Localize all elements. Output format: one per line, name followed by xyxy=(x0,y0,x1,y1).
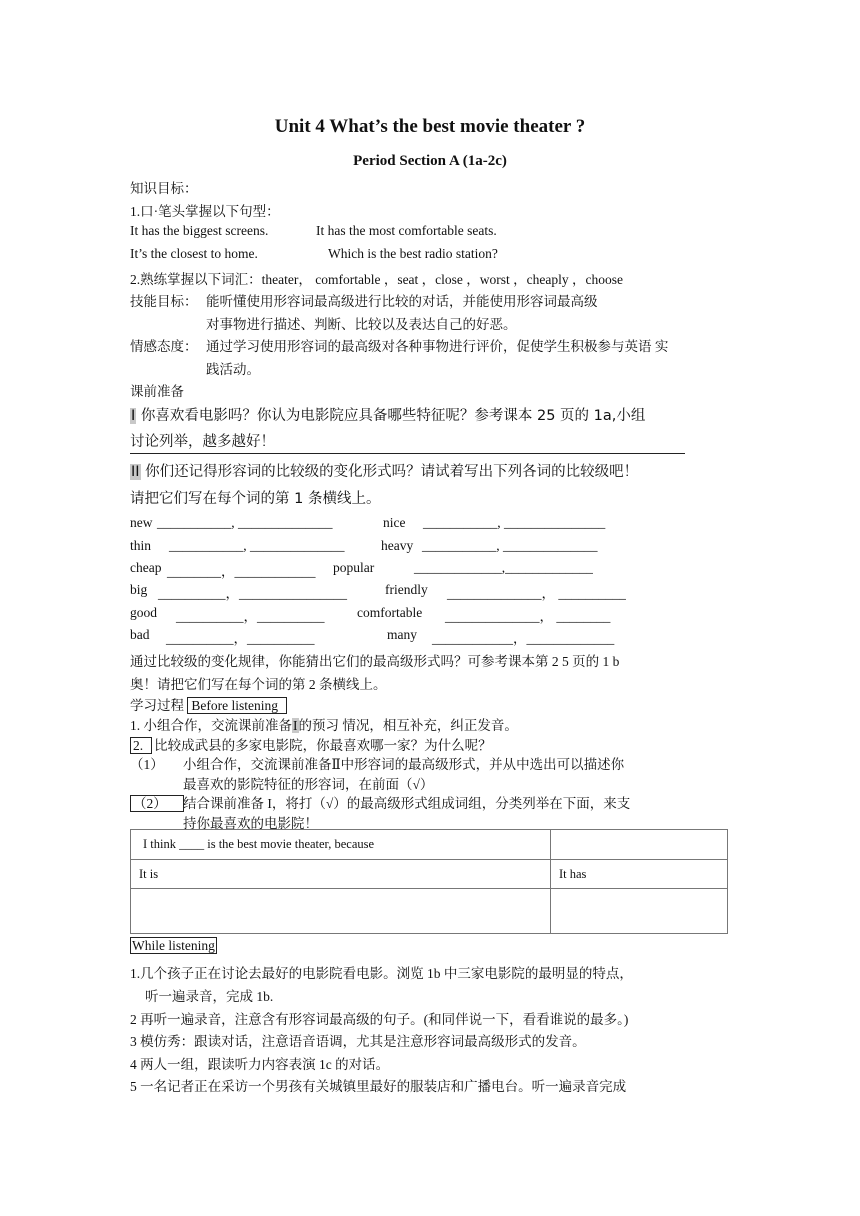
word-right: comfortable xyxy=(357,605,423,620)
sub-1-number: （1） xyxy=(130,757,164,772)
prep-question-1-line-2: 讨论列举，越多越好！ xyxy=(130,434,275,450)
process-heading-line xyxy=(130,694,287,714)
skill-line-1: 能听懂使用形容词最高级进行比较的对话，并能使用形容词最高级 xyxy=(206,294,598,309)
word-left: new xyxy=(130,515,153,530)
sub-2-line-2: 持你最喜欢的电影院！ xyxy=(183,816,318,831)
sub-2-number-box xyxy=(130,792,184,812)
reason-table xyxy=(130,829,728,934)
divider xyxy=(130,453,685,454)
table-col-it-has: It has xyxy=(551,860,728,889)
word-left-blanks[interactable]: __________，__________ xyxy=(176,609,325,624)
word-left-blanks[interactable]: __________，________________ xyxy=(158,586,347,601)
step-2-number: 2. xyxy=(130,737,152,754)
sub-1-line-1: 小组合作，交流课前准备Ⅱ中形容词的最高级形式，并从中选出可以描述你 xyxy=(183,757,625,772)
process-heading: 学习过程 xyxy=(130,698,184,713)
sub-2-line-1: 结合课前准备 I，将打（√）的最高级形式组成词组，分类列举在下面，来支 xyxy=(183,796,631,811)
word-right-blanks[interactable]: ___________, _______________ xyxy=(423,515,606,530)
knowledge-heading: 知识目标： xyxy=(130,181,198,196)
sub-1-line-2: 最喜欢的影院特征的形容词，在前面（√） xyxy=(183,777,434,792)
word-right: many xyxy=(387,627,417,642)
while-step-1-line-1: 1.几个孩子正在讨论去最好的电影院看电影。浏览 1b 中三家电影院的最明显的特点， xyxy=(130,966,633,981)
knowledge-item-1: 1.口·笔头掌握以下句型： xyxy=(130,204,280,219)
table-header-empty[interactable] xyxy=(551,830,728,860)
emotion-line-1: 通过学习使用形容词的最高级对各种事物进行评价，促使学生积极参与英语 实 xyxy=(206,339,669,354)
while-step-1-line-2: 听一遍录音，完成 1b. xyxy=(145,989,274,1004)
word-right-blanks[interactable]: ____________，_____________ xyxy=(432,631,615,646)
step-2-text: 比较成武县的多家电影院，你最喜欢哪一家？为什么呢？ xyxy=(154,738,492,753)
sentence-3: It’s the closest to home. xyxy=(130,246,258,261)
page-subtitle: Period Section A (1a-2c) xyxy=(353,153,507,169)
prep-question-2-line-2: 请把它们写在每个词的第 1 条横线上。 xyxy=(130,491,381,507)
word-right: nice xyxy=(383,515,406,530)
step-1-mark: I xyxy=(293,718,298,733)
word-left: big xyxy=(130,582,148,597)
word-left-blanks[interactable]: ________，____________ xyxy=(167,564,316,579)
step-2 xyxy=(130,734,492,754)
table-cell-it-has-answer[interactable] xyxy=(551,889,728,934)
word-right: popular xyxy=(333,560,375,575)
while-step-5: 5 一名记者正在采访一个男孩有关城镇里最好的服装店和广播电台。听一遍录音完成 xyxy=(130,1079,627,1094)
prep-question-2-line-1 xyxy=(130,460,638,481)
word-left-blanks[interactable]: ___________, ______________ xyxy=(157,515,333,530)
word-left: cheap xyxy=(130,560,162,575)
while-step-3: 3 模仿秀：跟读对话，注意语音语调，尤其是注意形容词最高级形式的发音。 xyxy=(130,1034,586,1049)
superlative-line-1: 通过比较级的变化规律，你能猜出它们的最高级形式吗？可参考课本第 2 5 页的 1 b xyxy=(130,654,620,669)
sentence-2: It has the most comfortable seats. xyxy=(316,223,497,238)
prep-question-2-text: 你们还记得形容词的比较级的变化形式吗？请试着写出下列各词的比较级吧！ xyxy=(140,464,639,480)
while-step-4: 4 两人一组，跟读听力内容表演 1c 的对话。 xyxy=(130,1057,390,1072)
word-left: good xyxy=(130,605,157,620)
skill-label: 技能目标： xyxy=(130,294,198,309)
while-step-2: 2 再听一遍录音，注意含有形容词最高级的句子。(和同伴说一下，看看谁说的最多。) xyxy=(130,1012,629,1027)
prep-heading: 课前准备 xyxy=(130,384,184,399)
step-1-prefix: 1. 小组合作，交流课前准备 xyxy=(130,718,292,733)
sentence-1: It has the biggest screens. xyxy=(130,223,269,238)
sub-2-number: （2） xyxy=(130,795,184,812)
prep-question-1-mark: I xyxy=(131,408,136,424)
emotion-line-2: 践活动。 xyxy=(206,362,260,377)
word-right-blanks[interactable]: ___________, ______________ xyxy=(422,538,598,553)
table-header: I think ____ is the best movie theater, because xyxy=(131,830,551,860)
sentence-4: Which is the best radio station? xyxy=(328,246,498,261)
skill-line-2: 对事物进行描述、判断、比较以及表达自己的好恶。 xyxy=(206,317,517,332)
prep-question-1-text: 你喜欢看电影吗？你认为电影院应具备哪些特征呢？参考课本 25 页的 1a,小组 xyxy=(136,408,646,424)
table-col-it-is: It is xyxy=(131,860,551,889)
word-right-blanks[interactable]: _____________,_____________ xyxy=(414,560,593,575)
while-listening-label xyxy=(130,938,217,954)
word-right-blanks[interactable]: ______________， __________ xyxy=(447,586,626,601)
step-1 xyxy=(130,714,518,734)
word-left: bad xyxy=(130,627,150,642)
word-right: heavy xyxy=(381,538,414,553)
knowledge-item-2: 2.熟练掌握以下词汇：theater， comfortable ，seat ，close ，worst ，cheaply ，choose xyxy=(130,272,624,287)
superlative-line-2: 奥！请把它们写在每个词的第 2 条横线上。 xyxy=(130,677,387,692)
emotion-label: 情感态度： xyxy=(130,339,198,354)
before-listening-label: Before listening xyxy=(187,697,287,714)
table-cell-it-is-answer[interactable] xyxy=(131,889,551,934)
prep-question-1-line-1 xyxy=(130,404,645,425)
step-1-suffix: 的预习 情况，相互补充，纠正发音。 xyxy=(298,718,518,733)
word-right: friendly xyxy=(385,582,428,597)
page-title: Unit 4 What’s the best movie theater ? xyxy=(274,116,586,137)
while-listening-text: While listening xyxy=(132,938,215,953)
word-left-blanks[interactable]: __________，__________ xyxy=(166,631,315,646)
word-right-blanks[interactable]: ______________， ________ xyxy=(445,609,611,624)
word-left-blanks[interactable]: ___________, ______________ xyxy=(169,538,345,553)
prep-question-2-mark: II xyxy=(131,464,140,480)
word-left: thin xyxy=(130,538,152,553)
